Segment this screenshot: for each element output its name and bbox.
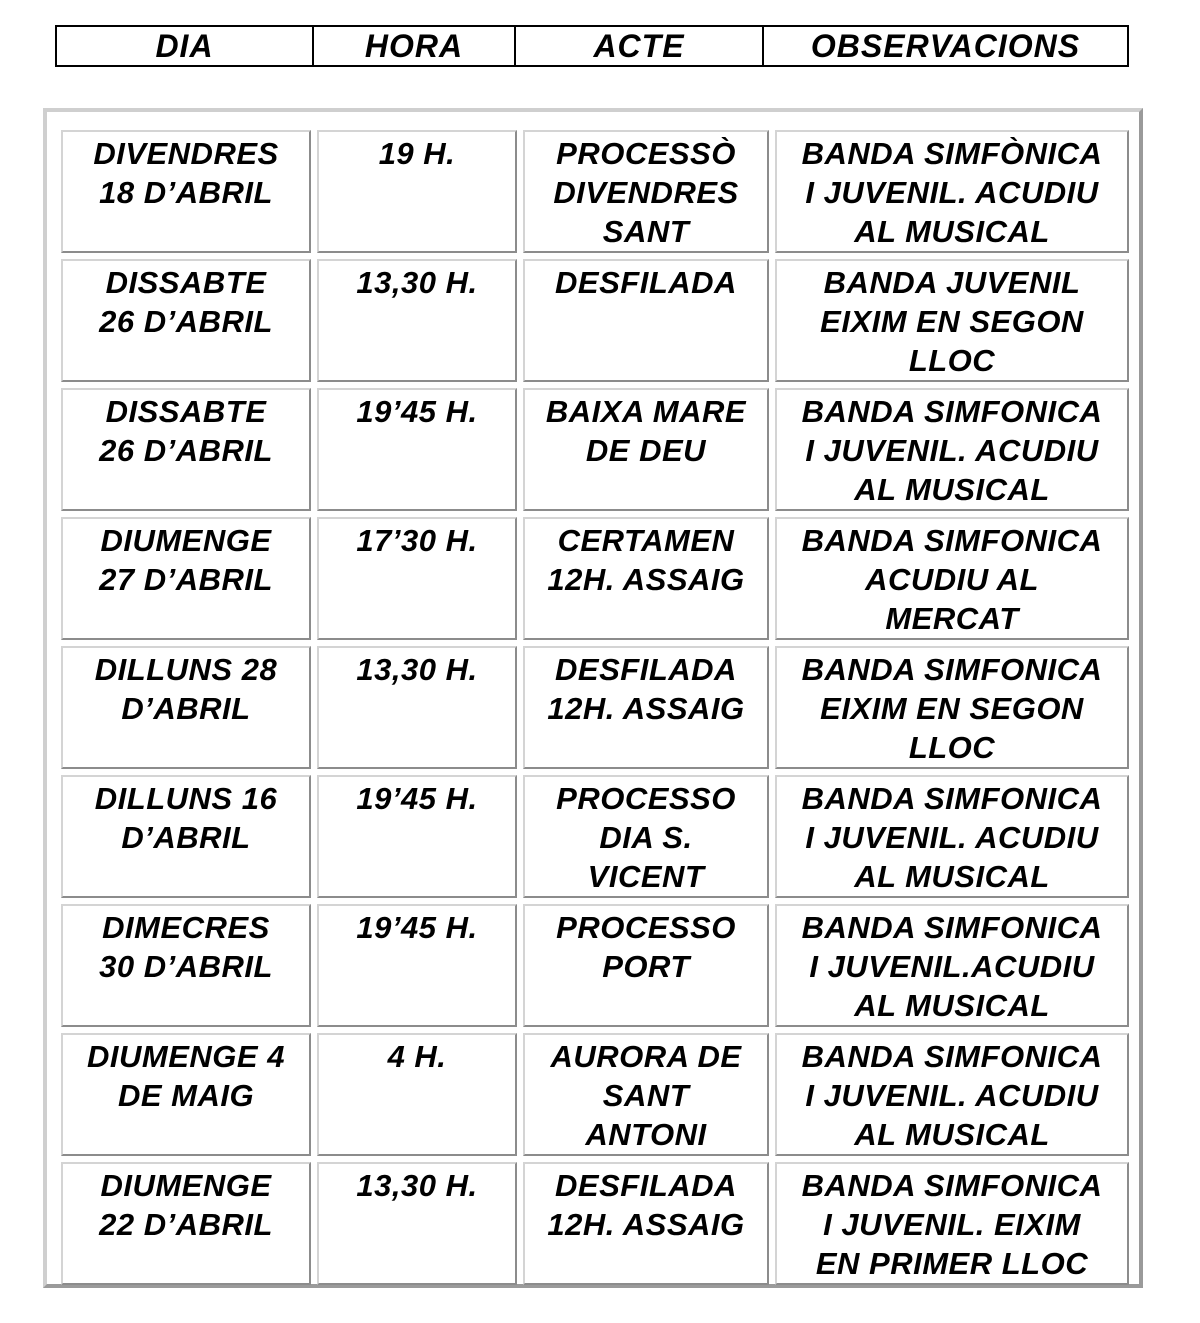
- cell-dia-text: DIUMENGE 22 D’ABRIL: [99, 1168, 273, 1242]
- cell-acte: [523, 904, 769, 1027]
- cell-hora-text: 19’45 H.: [356, 910, 478, 945]
- cell-dia-text: DIVENDRES 18 D’ABRIL: [93, 136, 279, 210]
- header-dia: DIA: [155, 27, 214, 64]
- cell-observacions-text: BANDA JUVENIL EIXIM EN SEGON LLOC: [820, 265, 1084, 378]
- cell-dia-text: DIUMENGE 4 DE MAIG: [87, 1039, 285, 1113]
- table-row: [61, 1033, 1129, 1156]
- cell-dia: [61, 517, 311, 640]
- cell-hora: [317, 775, 517, 898]
- cell-observacions-text: BANDA SIMFONICA I JUVENIL. ACUDIU AL MUSICAL: [801, 394, 1103, 507]
- table-row: [61, 130, 1129, 253]
- cell-hora-text: 19 H.: [378, 136, 456, 171]
- cell-acte-text: DESFILADA 12H. ASSAIG: [547, 652, 745, 726]
- cell-hora-text: 13,30 H.: [356, 1168, 478, 1203]
- cell-dia: [61, 775, 311, 898]
- schedule-body: [61, 130, 1129, 1285]
- cell-acte-text: PROCESSÒ DIVENDRES SANT: [553, 136, 739, 249]
- cell-observacions: [775, 130, 1129, 253]
- cell-acte: [523, 517, 769, 640]
- cell-dia: [61, 388, 311, 511]
- cell-acte: [523, 646, 769, 769]
- cell-dia-text: DIUMENGE 27 D’ABRIL: [99, 523, 273, 597]
- cell-hora: [317, 130, 517, 253]
- cell-observacions-text: BANDA SIMFONICA ACUDIU AL MERCAT: [801, 523, 1103, 636]
- cell-hora-text: 19’45 H.: [356, 781, 478, 816]
- cell-observacions-text: BANDA SIMFONICA EIXIM EN SEGON LLOC: [801, 652, 1103, 765]
- cell-acte-text: DESFILADA: [555, 265, 737, 300]
- cell-dia: [61, 904, 311, 1027]
- cell-acte-text: PROCESSO PORT: [556, 910, 736, 984]
- cell-dia: [61, 1162, 311, 1285]
- cell-dia: [61, 130, 311, 253]
- cell-observacions-text: BANDA SIMFONICA I JUVENIL. ACUDIU AL MUSICAL: [801, 1039, 1103, 1152]
- cell-acte: [523, 388, 769, 511]
- cell-dia-text: DILLUNS 28 D’ABRIL: [94, 652, 278, 726]
- cell-hora-text: 17’30 H.: [356, 523, 478, 558]
- cell-hora: [317, 904, 517, 1027]
- cell-observacions-text: BANDA SIMFONICA I JUVENIL. ACUDIU AL MUSICAL: [801, 781, 1103, 894]
- cell-dia: [61, 1033, 311, 1156]
- cell-acte: [523, 259, 769, 382]
- cell-hora: [317, 259, 517, 382]
- cell-observacions: [775, 259, 1129, 382]
- cell-hora: [317, 388, 517, 511]
- table-row: [61, 517, 1129, 640]
- cell-acte-text: DESFILADA 12H. ASSAIG: [547, 1168, 745, 1242]
- table-row: [61, 646, 1129, 769]
- cell-dia-text: DISSABTE 26 D’ABRIL: [99, 265, 273, 339]
- cell-dia: [61, 646, 311, 769]
- cell-hora: [317, 517, 517, 640]
- schedule-table: [55, 124, 1135, 1291]
- table-row: [61, 904, 1129, 1027]
- cell-acte-text: CERTAMEN 12H. ASSAIG: [547, 523, 745, 597]
- cell-dia: [61, 259, 311, 382]
- cell-acte-text: BAIXA MARE DE DEU: [545, 394, 747, 468]
- cell-acte: [523, 775, 769, 898]
- table-row: [61, 1162, 1129, 1285]
- cell-hora: [317, 1162, 517, 1285]
- cell-observacions: [775, 388, 1129, 511]
- cell-acte: [523, 130, 769, 253]
- cell-dia-text: DILLUNS 16 D’ABRIL: [94, 781, 278, 855]
- cell-observacions: [775, 775, 1129, 898]
- cell-hora-text: 13,30 H.: [356, 265, 478, 300]
- cell-acte: [523, 1162, 769, 1285]
- cell-observacions-text: BANDA SIMFONICA I JUVENIL.ACUDIU AL MUSICAL: [801, 910, 1103, 1023]
- cell-hora-text: 19’45 H.: [356, 394, 478, 429]
- cell-observacions: [775, 517, 1129, 640]
- table-row: [61, 388, 1129, 511]
- header-hora: HORA: [312, 27, 514, 65]
- cell-acte: [523, 1033, 769, 1156]
- cell-observacions-text: BANDA SIMFÒNICA I JUVENIL. ACUDIU AL MUSICAL: [801, 136, 1103, 249]
- cell-observacions: [775, 1162, 1129, 1285]
- table-row: [61, 259, 1129, 382]
- table-row: [61, 775, 1129, 898]
- cell-observacions: [775, 1033, 1129, 1156]
- cell-hora-text: 13,30 H.: [356, 652, 478, 687]
- cell-acte-text: PROCESSO DIA S. VICENT: [556, 781, 736, 894]
- cell-dia-text: DISSABTE 26 D’ABRIL: [99, 394, 273, 468]
- cell-observacions-text: BANDA SIMFONICA I JUVENIL. EIXIM EN PRIMER LLOC: [801, 1168, 1103, 1281]
- cell-hora: [317, 1033, 517, 1156]
- cell-dia-text: DIMECRES 30 D’ABRIL: [99, 910, 273, 984]
- header-observacions: OBSERVACIONS: [762, 27, 1127, 65]
- schedule-frame: [43, 108, 1143, 1288]
- cell-hora: [317, 646, 517, 769]
- header-acte: ACTE: [514, 27, 762, 65]
- cell-hora-text: 4 H.: [387, 1039, 447, 1074]
- cell-observacions: [775, 904, 1129, 1027]
- cell-observacions: [775, 646, 1129, 769]
- schedule-header: [55, 25, 1129, 67]
- cell-acte-text: AURORA DE SANT ANTONI: [550, 1039, 742, 1152]
